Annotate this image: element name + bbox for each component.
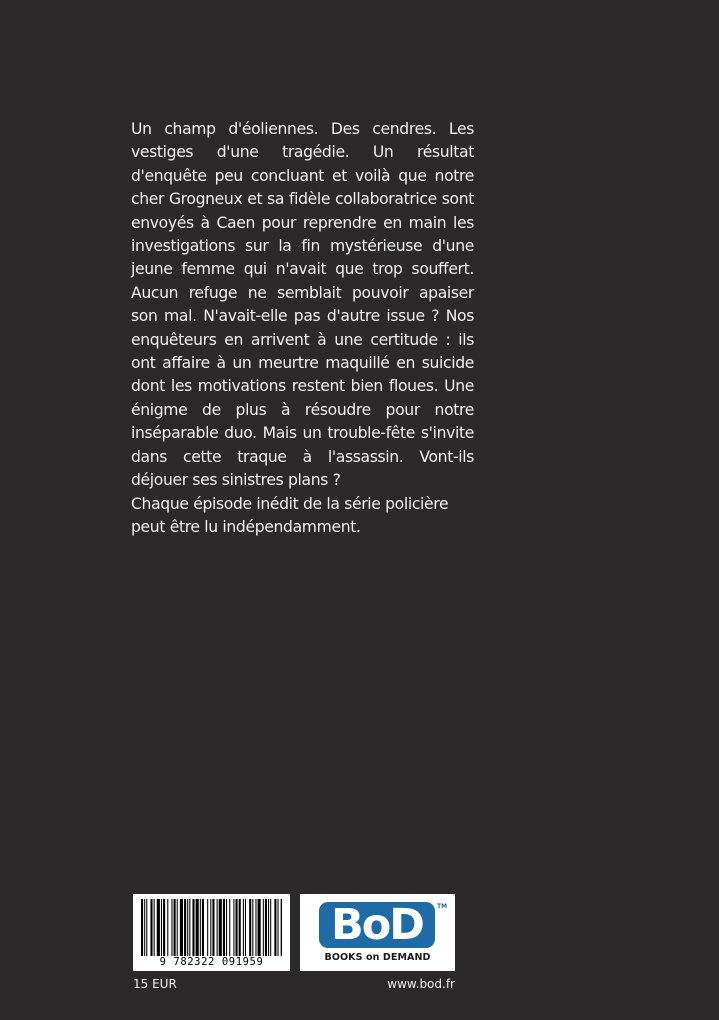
barcode-bar <box>263 899 264 957</box>
barcode-bar <box>141 899 143 957</box>
barcode-bar <box>180 899 183 957</box>
barcode-bar <box>268 899 269 957</box>
blurb-paragraph-synopsis: Un champ d'éoliennes. Des cendres. Les vestiges d'une tragédie. Un résultat d'enquête peu concluant et voilà que notre cher Grogneux et sa fidèle collaboratrice sont envoyés à Caen pour reprendre en main les investigations sur la fin mystérieuse d'une jeune femme qui n'avait que trop souffert. Aucun refuge ne semblait pouvoir apaiser son mal. N'avait-elle pas d'autre issue ? Nos enquêteurs en arrivent à une certitude : ils ont affaire à un meurtre maquillé en suicide dont les motivations restent bien floues. Une énigme de plus à résoudre pour notre inséparable duo. Mais un trouble-fête s'invite dans cette traque à l'assassin. Vont-ils déjouer ses sinistres plans ? <box>131 120 474 490</box>
publisher-website: www.bod.fr <box>387 977 455 991</box>
barcode-bar <box>150 899 152 957</box>
barcode-bar <box>163 899 165 957</box>
barcode-bar <box>174 899 176 957</box>
barcode-bar <box>229 899 230 957</box>
barcode-bar <box>219 899 222 957</box>
barcode-bar <box>154 899 155 957</box>
barcode-bars <box>141 899 282 957</box>
barcode-bar <box>255 899 256 957</box>
barcode-bar <box>252 899 253 957</box>
barcode-bar <box>249 899 251 957</box>
price-label: 15 EUR <box>133 977 177 991</box>
back-cover-blurb <box>131 118 474 539</box>
barcode-bar <box>207 899 208 957</box>
barcode-bar <box>281 899 282 957</box>
publisher-logo-box <box>300 894 455 971</box>
barcode-bar <box>161 899 162 957</box>
isbn-barcode <box>133 894 290 971</box>
barcode-bar <box>265 899 267 957</box>
barcode-bar <box>157 899 160 957</box>
barcode-bar <box>202 899 204 957</box>
barcode-bar <box>184 899 186 957</box>
barcode-bar <box>258 899 261 957</box>
barcode-bar <box>236 899 238 957</box>
barcode-bar <box>200 899 201 957</box>
barcode-bar <box>189 899 190 957</box>
barcode-bar <box>243 899 244 957</box>
isbn-number: 9 782322 091959 <box>136 956 287 968</box>
barcode-bar <box>196 899 199 957</box>
bod-logo: BoD <box>319 902 435 948</box>
barcode-bar <box>212 899 214 957</box>
barcode-bar <box>192 899 194 957</box>
barcode-bar <box>171 899 172 957</box>
barcode-bar <box>187 899 188 957</box>
blurb-paragraph-series-note: Chaque épisode inédit de la série policière peut être lu indépendamment. <box>131 494 449 536</box>
barcode-bar <box>274 899 276 957</box>
barcode-bar <box>223 899 225 957</box>
publisher-tagline: BOOKS on DEMAND <box>324 952 431 963</box>
barcode-bar <box>210 899 211 957</box>
barcode-bar <box>177 899 178 957</box>
trademark-mark: TM <box>437 903 448 910</box>
barcode-bar <box>146 899 147 957</box>
barcode-bar <box>278 899 279 957</box>
barcode-bar <box>245 899 246 957</box>
barcode-bar <box>144 899 145 957</box>
barcode-bar <box>239 899 241 957</box>
barcode-bar <box>226 899 227 957</box>
barcode-bar <box>167 899 168 957</box>
barcode-bar <box>217 899 218 957</box>
barcode-bar <box>270 899 271 957</box>
barcode-bar <box>233 899 234 957</box>
